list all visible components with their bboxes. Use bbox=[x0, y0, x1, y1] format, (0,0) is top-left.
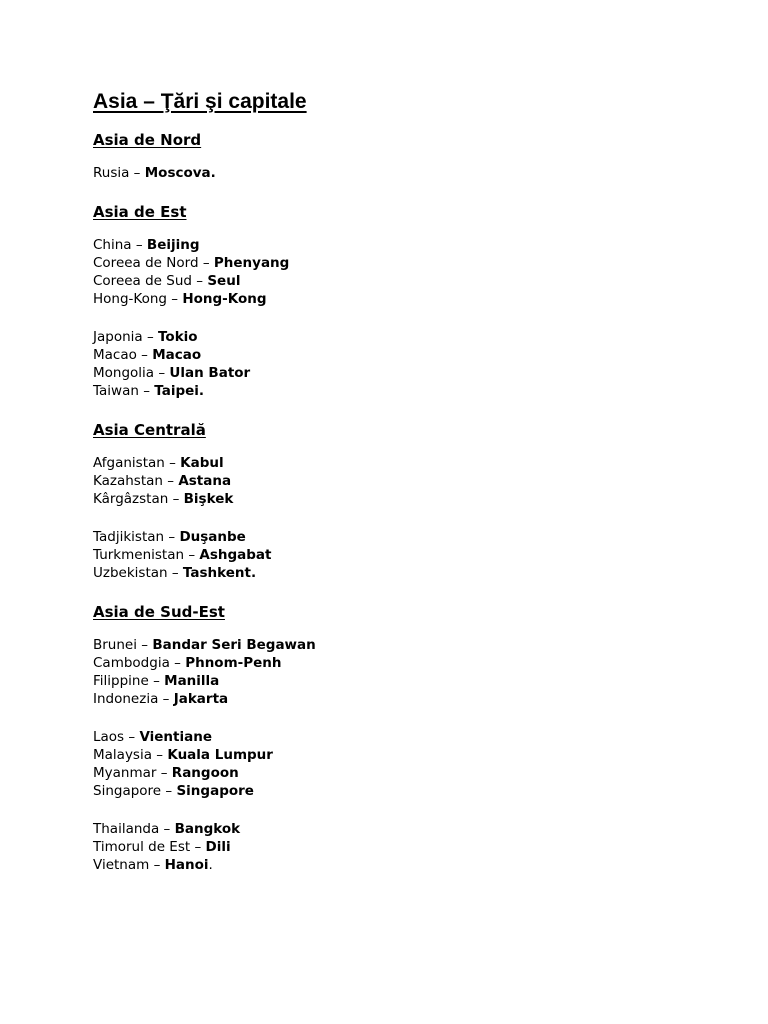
dash-separator: – bbox=[161, 783, 177, 799]
capital-name: Kabul bbox=[180, 455, 224, 471]
country-name: Japonia bbox=[93, 329, 143, 345]
country-name: Afganistan bbox=[93, 455, 165, 471]
capital-name: Moscova. bbox=[144, 165, 216, 181]
capital-name: Ashgabat bbox=[199, 547, 272, 563]
country-group bbox=[93, 454, 733, 508]
capital-name: Seul bbox=[207, 273, 241, 289]
capital-name: Phenyang bbox=[213, 255, 290, 271]
capital-name: Vientiane bbox=[139, 729, 212, 745]
country-capital-entry bbox=[93, 636, 733, 654]
dash-separator: – bbox=[129, 165, 145, 181]
capital-name: Bandar Seri Begawan bbox=[152, 637, 316, 653]
country-name: China bbox=[93, 237, 132, 253]
capital-name: Rangoon bbox=[171, 765, 239, 781]
country-capital-entry bbox=[93, 236, 733, 254]
country-capital-entry bbox=[93, 454, 733, 472]
dash-separator: – bbox=[136, 637, 153, 653]
country-capital-entry bbox=[93, 290, 733, 308]
capital-name: Dili bbox=[205, 839, 231, 855]
dash-separator: – bbox=[131, 237, 147, 253]
dash-separator: – bbox=[154, 365, 170, 381]
dash-separator: – bbox=[162, 473, 179, 489]
capital-name: Bişkek bbox=[183, 491, 234, 507]
dash-separator: – bbox=[191, 273, 208, 289]
capital-name: Beijing bbox=[146, 237, 200, 253]
dash-separator: – bbox=[156, 765, 172, 781]
country-name: Rusia bbox=[93, 165, 130, 181]
capital-name: Taipei. bbox=[154, 383, 205, 399]
capital-name: Hanoi bbox=[164, 857, 209, 873]
document-title: Asia – Ţări şi capitale bbox=[93, 90, 307, 113]
country-group bbox=[93, 328, 733, 400]
country-capital-entry bbox=[93, 782, 733, 800]
country-capital-entry bbox=[93, 528, 733, 546]
country-name: Laos bbox=[93, 729, 125, 745]
dash-separator: – bbox=[190, 839, 206, 855]
dash-separator: – bbox=[184, 547, 200, 563]
country-name: Myanmar bbox=[93, 765, 157, 781]
country-capital-entry bbox=[93, 546, 733, 564]
capital-name: Manilla bbox=[164, 673, 220, 689]
sections-container bbox=[93, 130, 733, 874]
country-name: Tadjikistan bbox=[93, 529, 165, 545]
capital-name: Singapore bbox=[176, 783, 254, 799]
capital-name: Phnom-Penh bbox=[185, 655, 282, 671]
region-section bbox=[93, 602, 733, 874]
region-heading: Asia de Est bbox=[93, 203, 187, 221]
region-section bbox=[93, 202, 733, 400]
country-capital-entry bbox=[93, 746, 733, 764]
country-group bbox=[93, 236, 733, 308]
country-capital-entry bbox=[93, 690, 733, 708]
dash-separator: – bbox=[198, 255, 214, 271]
country-group bbox=[93, 820, 733, 874]
dash-separator: – bbox=[138, 383, 155, 399]
dash-separator: – bbox=[124, 729, 140, 745]
country-name: Taiwan bbox=[93, 383, 139, 399]
country-name: Macao bbox=[93, 347, 137, 363]
country-capital-entry bbox=[93, 382, 733, 400]
dash-separator: – bbox=[159, 821, 175, 837]
country-name: Coreea de Nord bbox=[93, 255, 199, 271]
capital-name: Hong-Kong bbox=[182, 291, 267, 307]
country-capital-entry bbox=[93, 728, 733, 746]
country-capital-entry bbox=[93, 254, 733, 272]
country-name: Thailanda bbox=[93, 821, 160, 837]
dash-separator: – bbox=[164, 455, 181, 471]
country-group bbox=[93, 164, 733, 182]
document-page bbox=[93, 88, 733, 874]
country-capital-entry bbox=[93, 346, 733, 364]
country-name: Vietnam bbox=[93, 857, 150, 873]
country-capital-entry bbox=[93, 364, 733, 382]
dash-separator: – bbox=[168, 491, 184, 507]
country-name: Coreea de Sud bbox=[93, 273, 192, 289]
country-name: Singapore bbox=[93, 783, 162, 799]
country-name: Hong-Kong bbox=[93, 291, 167, 307]
country-name: Timorul de Est bbox=[93, 839, 191, 855]
country-name: Mongolia bbox=[93, 365, 155, 381]
region-section bbox=[93, 420, 733, 582]
country-group bbox=[93, 636, 733, 708]
country-name: Filippine bbox=[93, 673, 149, 689]
capital-name: Tashkent. bbox=[182, 565, 257, 581]
country-capital-entry bbox=[93, 328, 733, 346]
capital-name: Jakarta bbox=[173, 691, 229, 707]
country-capital-entry bbox=[93, 654, 733, 672]
capital-name: Ulan Bator bbox=[169, 365, 251, 381]
country-group bbox=[93, 728, 733, 800]
region-heading: Asia Centrală bbox=[93, 421, 206, 439]
country-name: Kazahstan bbox=[93, 473, 163, 489]
dash-separator: – bbox=[136, 347, 153, 363]
country-name: Malaysia bbox=[93, 747, 152, 763]
country-capital-entry bbox=[93, 272, 733, 290]
country-capital-entry bbox=[93, 490, 733, 508]
country-name: Cambodgia bbox=[93, 655, 170, 671]
country-name: Uzbekistan bbox=[93, 565, 168, 581]
country-capital-entry bbox=[93, 472, 733, 490]
country-capital-entry bbox=[93, 764, 733, 782]
country-capital-entry bbox=[93, 856, 733, 874]
country-capital-entry bbox=[93, 820, 733, 838]
dash-separator: – bbox=[149, 857, 165, 873]
dash-separator: – bbox=[166, 291, 183, 307]
capital-name: Kuala Lumpur bbox=[167, 747, 273, 763]
dash-separator: – bbox=[158, 691, 174, 707]
country-capital-entry bbox=[93, 838, 733, 856]
country-capital-entry bbox=[93, 164, 733, 182]
region-section bbox=[93, 130, 733, 182]
dash-separator: – bbox=[148, 673, 165, 689]
capital-name: Astana bbox=[178, 473, 232, 489]
country-capital-entry bbox=[93, 564, 733, 582]
dash-separator: – bbox=[152, 747, 168, 763]
dash-separator: – bbox=[164, 529, 180, 545]
country-capital-entry bbox=[93, 672, 733, 690]
capital-name: Tokio bbox=[158, 329, 198, 345]
region-heading: Asia de Sud-Est bbox=[93, 603, 225, 621]
country-name: Turkmenistan bbox=[93, 547, 185, 563]
country-name: Indonezia bbox=[93, 691, 159, 707]
country-name: Brunei bbox=[93, 637, 137, 653]
region-heading: Asia de Nord bbox=[93, 131, 202, 149]
capital-name: Duşanbe bbox=[179, 529, 246, 545]
dash-separator: – bbox=[167, 565, 183, 581]
country-group bbox=[93, 528, 733, 582]
capital-name: Bangkok bbox=[174, 821, 241, 837]
dash-separator: – bbox=[142, 329, 159, 345]
trailing-punctuation: . bbox=[208, 857, 213, 873]
capital-name: Macao bbox=[152, 347, 202, 363]
dash-separator: – bbox=[169, 655, 186, 671]
country-name: Kârgâzstan bbox=[93, 491, 169, 507]
